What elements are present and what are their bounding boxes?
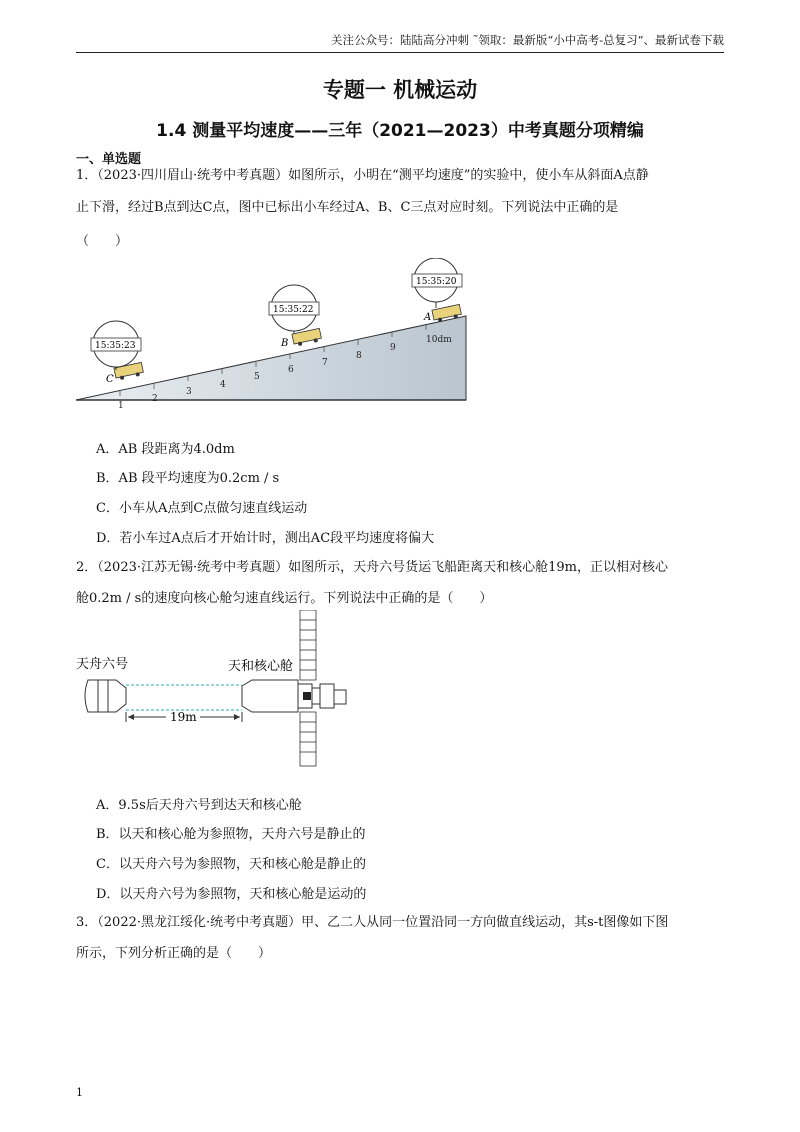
ruler-tick-label: 1 bbox=[118, 401, 124, 408]
clock-a-time: 15:35:20 bbox=[416, 277, 457, 287]
ruler-tick-label: 4 bbox=[220, 380, 226, 390]
q1-option-b: B．AB 段平均速度为0.2cm / s bbox=[96, 471, 280, 486]
ruler-tick-label: 8 bbox=[356, 351, 362, 361]
question-3-line-1: 3．（2022·黑龙江绥化·统考中考真题）甲、乙二人从同一位置沿同一方向做直线运动，其s-t图像如下图 bbox=[76, 915, 669, 930]
page-header: 关注公众号：陆陆高分冲刺 ˜领取：最新版“小中高考-总复习”、最新试卷下载 bbox=[76, 30, 724, 53]
q1-option-c: C．小车从A点到C点做匀速直线运动 bbox=[96, 501, 308, 516]
ruler-tick-label: 5 bbox=[254, 372, 260, 382]
clock-c bbox=[91, 321, 141, 370]
question-1-line-1: 1．（2023·四川眉山·统考中考真题）如图所示，小明在“测平均速度”的实验中，使小车从斜面A点静 bbox=[76, 168, 649, 183]
label-tianzhou: 天舟六号 bbox=[76, 657, 129, 672]
incline-figure bbox=[76, 258, 476, 408]
tianzhou-craft bbox=[85, 680, 126, 712]
q2-option-a: A．9.5s后天舟六号到达天和核心舱 bbox=[96, 798, 302, 813]
distance-label: 19m bbox=[170, 710, 197, 724]
ruler-tick-label: 6 bbox=[288, 365, 294, 375]
clock-b-time: 15:35:22 bbox=[273, 305, 314, 315]
ruler-tick-label: 3 bbox=[186, 387, 192, 397]
question-3-line-2: 所示，下列分析正确的是（ ） bbox=[76, 946, 272, 961]
q1-option-d: D．若小车过A点后才开始计时，测出AC段平均速度将偏大 bbox=[96, 531, 435, 546]
clock-b bbox=[269, 285, 319, 334]
page-number: 1 bbox=[76, 1086, 83, 1099]
question-2-line-1: 2．（2023·江苏无锡·统考中考真题）如图所示，天舟六号货运飞船距离天和核心舱19m，正以相对核心 bbox=[76, 560, 668, 575]
tianhe-core bbox=[242, 680, 346, 712]
question-2-line-2: 舱0.2m / s的速度向核心舱匀速直线运行。下列说法中正确的是（ ） bbox=[76, 591, 493, 606]
point-label-c: C bbox=[106, 374, 114, 385]
page-subtitle: 1.4 测量平均速度——三年（2021—2023）中考真题分项精编 bbox=[156, 121, 644, 141]
clock-a bbox=[412, 258, 462, 308]
ruler-tick-label: 9 bbox=[390, 343, 396, 353]
section-heading: 一、单选题 bbox=[76, 152, 142, 167]
spacecraft-figure bbox=[76, 610, 376, 770]
q2-option-d: D．以天舟六号为参照物，天和核心舱是运动的 bbox=[96, 887, 367, 902]
ruler-tick-label: 10dm bbox=[426, 335, 452, 345]
ruler-tick-label: 7 bbox=[322, 358, 328, 368]
page-title: 专题一 机械运动 bbox=[322, 78, 478, 102]
label-tianhe: 天和核心舱 bbox=[228, 659, 294, 674]
clock-c-time: 15:35:23 bbox=[95, 341, 136, 351]
q2-option-b: B．以天和核心舱为参照物，天舟六号是静止的 bbox=[96, 827, 366, 842]
ruler-tick-label: 2 bbox=[152, 394, 158, 404]
question-1-paren: （ ） bbox=[76, 234, 129, 249]
point-label-a: A bbox=[424, 312, 432, 323]
question-1-line-2: 止下滑，经过B点到达C点，图中已标出小车经过A、B、C三点对应时刻。下列说法中正确的是 bbox=[76, 200, 619, 215]
point-label-b: B bbox=[281, 338, 289, 349]
q1-option-a: A．AB 段距离为4.0dm bbox=[96, 442, 235, 457]
q2-option-c: C．以天舟六号为参照物，天和核心舱是静止的 bbox=[96, 857, 366, 872]
